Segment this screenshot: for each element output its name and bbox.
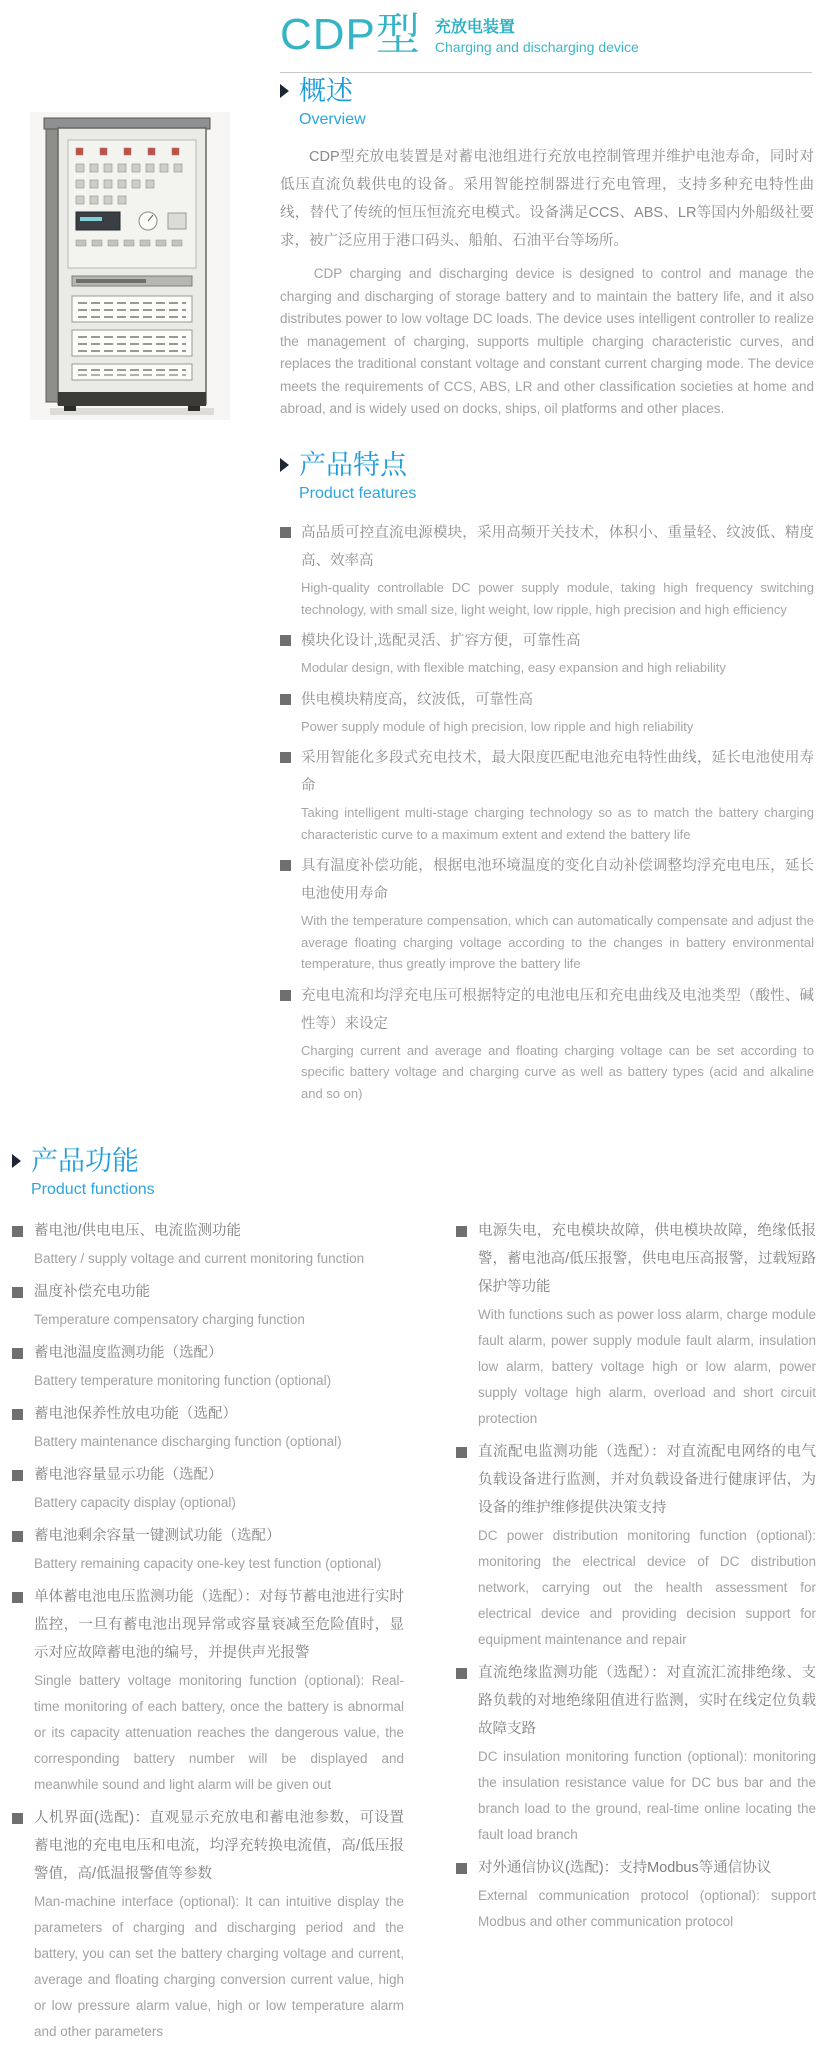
function-text-cn: 电源失电，充电模块故障，供电模块故障，绝缘低报警，蓄电池高/低压报警，供电电压高报警，过载短路保护等功能 [478,1223,816,1295]
functions-left-column [12,1217,404,2051]
product-photo [30,112,230,420]
overview-heading [280,76,814,131]
function-text-en: Temperature compensatory charging function [34,1312,305,1327]
functions-columns [12,1217,816,2051]
features-title-cn: 产品特点 [299,450,407,480]
function-item [12,1400,404,1455]
feature-item [280,519,814,620]
square-bullet-icon [12,1531,23,1542]
square-bullet-icon [280,752,291,763]
square-bullet-icon [280,990,291,1001]
feature-text-cn: 充电电流和均浮充电压可根据特定的电池电压和充电曲线及电池类型（酸性、碱性等）来设定 [301,987,814,1032]
function-item [456,1438,816,1653]
function-text-cn: 温度补偿充电功能 [34,1284,150,1300]
feature-item [280,686,814,738]
square-bullet-icon [12,1348,23,1359]
function-text-en: External communication protocol (optional): support Modbus and other communication protocol [478,1888,816,1929]
functions-heading [12,1146,816,1201]
feature-text-en: High-quality controllable DC power supply module, taking high frequency switching technology, with small size, light weight, low ripple, high precision and high efficiency [301,580,814,617]
function-item [12,1461,404,1516]
feature-text-en: Charging current and average and floating charging voltage can be set according to specific battery voltage and charging curve as well as battery types (acid and alkaline and so on) [301,1042,814,1101]
square-bullet-icon [280,694,291,705]
overview-paragraph-cn: CDP型充放电装置是对蓄电池组进行充放电控制管理并维护电池寿命，同时对低压直流负载供电的设备。采用智能控制器进行充电管理，支持多种充电特性曲线，替代了传统的恒压恒流充电模式。设备满足CCS、ABS、LR等国内外船级社要求，被广泛应用于港口码头、船舶、石油平台等场所。 [280,149,814,249]
square-bullet-icon [456,1226,467,1237]
title-row [280,12,812,58]
feature-text-cn: 采用智能化多段式充电技术，最大限度匹配电池充电特性曲线，延长电池使用寿命 [301,750,814,794]
overview-section [280,76,814,421]
function-text-cn: 直流配电监测功能（选配）：对直流配电网络的电气负载设备进行监测，并对负载设备进行健康评估，为设备的维护维修提供决策支持 [478,1444,816,1516]
feature-text-cn: 高品质可控直流电源模块，采用高频开关技术，体积小、重量轻、纹波低、精度高、效率高 [301,525,814,569]
square-bullet-icon [456,1863,467,1874]
square-bullet-icon [456,1668,467,1679]
function-text-cn: 蓄电池/供电电压、电流监测功能 [34,1223,242,1239]
features-title-en: Product features [299,485,417,502]
section-arrow-icon [12,1154,21,1168]
function-text-en: Battery temperature monitoring function (optional) [34,1373,332,1388]
function-text-cn: 蓄电池温度监测功能（选配） [34,1345,223,1361]
functions-title-en: Product functions [31,1181,155,1198]
square-bullet-icon [12,1592,23,1603]
section-arrow-icon [280,84,289,98]
feature-text-cn: 具有温度补偿功能，根据电池环境温度的变化自动补偿调整均浮充电电压，延长电池使用寿命 [301,858,814,902]
product-name-en: Charging and discharging device [434,39,639,55]
feature-text-en: Taking intelligent multi-stage charging technology so as to match the battery charging characteristic curve to a maximum extent and extend the battery life [301,805,814,842]
function-text-en: DC power distribution monitoring function (optional): monitoring the electrical device of DC distribution network, carrying out the health assessment for electrical device and providing decision support for equipment maintenance and repair [478,1528,816,1647]
square-bullet-icon [280,527,291,538]
functions-section [12,1146,816,2051]
feature-item [280,744,814,845]
function-item [12,1339,404,1394]
page-header [280,12,812,58]
function-text-cn: 蓄电池保养性放电功能（选配） [34,1406,237,1422]
overview-title-cn: 概述 [299,76,353,106]
function-text-en: With functions such as power loss alarm, charge module fault alarm, power supply module fault alarm, insulation low alarm, battery voltage high or low alarm, power supply voltage high alarm, overload and short circuit protection [478,1307,816,1426]
overview-title-en: Overview [299,111,366,128]
function-text-en: Battery / supply voltage and current monitoring function [34,1251,365,1266]
feature-text-cn: 供电模块精度高，纹波低，可靠性高 [301,691,533,708]
square-bullet-icon [12,1470,23,1481]
header-divider [280,72,812,73]
function-text-en: Man-machine interface (optional): It can intuitive display the parameters of charging and discharging period and the battery, you can set the battery charging voltage and current, average and floating charging conversion current value, high or low pressure alarm value, high or low temperature alarm and other parameters [34,1894,404,2039]
function-text-cn: 人机界面(选配)：直观显示充放电和蓄电池参数，可设置蓄电池的充电电压和电流，均浮充转换电流值，高/低压报警值，高/低温报警值等参数 [34,1810,404,1882]
function-item [12,1804,404,2045]
features-heading [280,450,814,505]
function-item [12,1217,404,1272]
cabinet-illustration [30,112,230,420]
function-item [456,1659,816,1848]
overview-paragraph-en: CDP charging and discharging device is designed to control and manage the charging and discharging of storage battery and to maintain the battery life, and it also distributes power to low voltage DC loads. The device uses intelligent controller to realize the management of charging, supports multiple charging characteristic curves, and replaces the traditional constant voltage and constant current charging mode. The device meets the requirements of CCS, ABS, LR and other classification societies at home and abroad, and is widely used on docks, ships, oil platforms and other places. [280,266,814,416]
square-bullet-icon [280,635,291,646]
function-text-cn: 蓄电池剩余容量一键测试功能（选配） [34,1528,281,1544]
square-bullet-icon [12,1409,23,1420]
feature-text-cn: 模块化设计,选配灵活、扩容方便，可靠性高 [301,633,581,649]
function-text-cn: 单体蓄电池电压监测功能（选配）：对每节蓄电池进行实时监控，一旦有蓄电池出现异常或容量衰减至危险值时，显示对应故障蓄电池的编号，并提供声光报警 [34,1589,404,1661]
features-section [280,450,814,1111]
product-name-stack [435,18,639,58]
feature-item [280,852,814,975]
function-item [12,1278,404,1333]
feature-item [280,627,814,679]
feature-item [280,982,814,1105]
square-bullet-icon [280,860,291,871]
function-text-en: Battery maintenance discharging function (optional) [34,1434,342,1449]
functions-title-cn: 产品功能 [31,1146,139,1176]
function-item [456,1854,816,1935]
function-item [12,1583,404,1798]
function-text-cn: 蓄电池容量显示功能（选配） [34,1467,223,1483]
function-text-en: Battery capacity display (optional) [34,1495,236,1510]
function-item [12,1522,404,1577]
section-arrow-icon [280,458,289,472]
feature-text-en: Power supply module of high precision, low ripple and high reliability [301,718,694,734]
function-item [456,1217,816,1432]
function-text-cn: 对外通信协议(选配)：支持Modbus等通信协议 [478,1860,772,1876]
function-text-cn: 直流绝缘监测功能（选配）：对直流汇流排绝缘、支路负载的对地绝缘阻值进行监测，实时在线定位负载故障支路 [478,1665,816,1737]
square-bullet-icon [456,1447,467,1458]
function-text-en: Battery remaining capacity one-key test function (optional) [34,1556,382,1571]
square-bullet-icon [12,1287,23,1298]
functions-right-column [456,1217,816,2051]
square-bullet-icon [12,1813,23,1824]
feature-text-en: With the temperature compensation, which can automatically compensate and adjust the average floating charging voltage according to the changes in battery environmental temperature, thus greatly improve the battery life [301,913,814,971]
square-bullet-icon [12,1226,23,1237]
product-name-cn: 充放电装置 [434,19,515,36]
function-text-en: DC insulation monitoring function (optional): monitoring the insulation resistance value for DC bus bar and the branch load to the ground, real-time online locating the fault load branch [478,1749,816,1842]
features-list [280,519,814,1104]
product-model: CDP型 [280,10,421,59]
feature-text-en: Modular design, with flexible matching, easy expansion and high reliability [301,660,726,675]
function-text-en: Single battery voltage monitoring function (optional): Real-time monitoring of each battery, once the battery is abnormal or its capacity attenuation reaches the dangerous value, the corresponding battery number will be displayed and meanwhile sound and light alarm will be given out [34,1673,404,1792]
